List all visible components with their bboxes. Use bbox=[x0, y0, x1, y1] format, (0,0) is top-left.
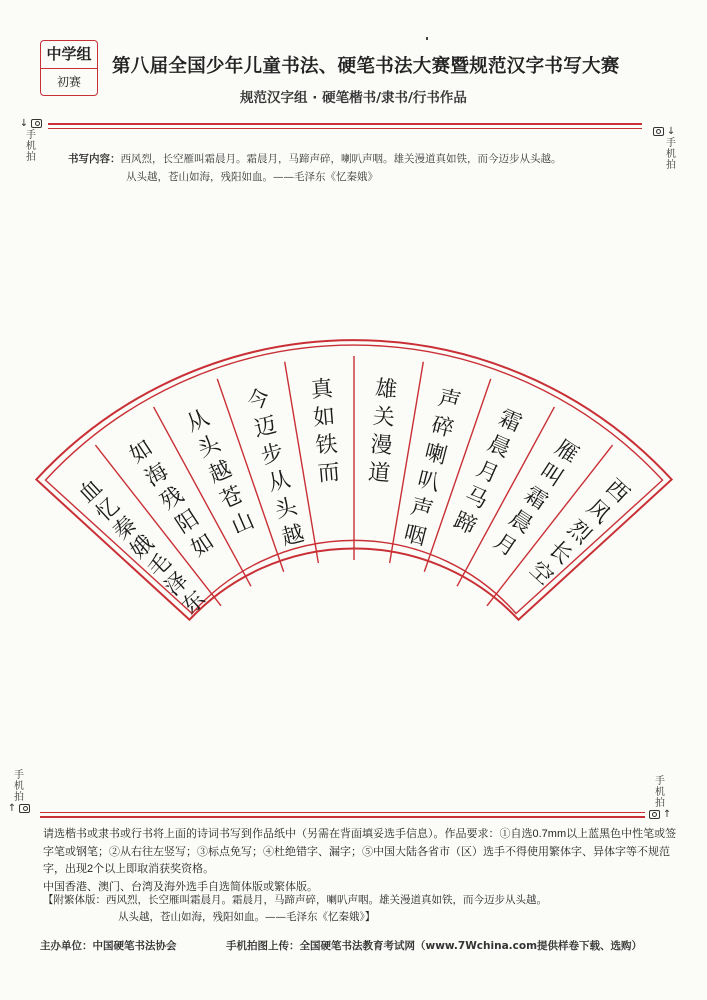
fan-character: 风 bbox=[581, 495, 615, 529]
requirements-text: 请选楷书或隶书或行书将上面的诗词书写到作品纸中（另需在背面填妥选手信息）。作品要求：①自选0.7mm以上蓝黑色中性笔或签字笔或钢笔；②从右往左竖写；③标点免写；④杜绝错字、漏字；⑤中国大陆各省市（区）选手不得使用繁体字、异体字等不规范字，出现2个以上即取消获奖资格。 bbox=[43, 828, 677, 875]
fan-character: 晨 bbox=[483, 431, 514, 463]
arrow-down-icon: ↓ bbox=[666, 126, 676, 137]
fan-character: 霜 bbox=[519, 482, 552, 516]
bottom-rule-thin bbox=[40, 812, 645, 813]
fan-character: 长 bbox=[543, 536, 577, 570]
content-label: 书写内容： bbox=[68, 153, 121, 165]
fan-character: 秦 bbox=[108, 512, 142, 546]
fan-column bbox=[367, 376, 398, 486]
phone-mark-label: 拍 bbox=[666, 159, 676, 171]
footer-upload: 手机拍图上传：全国硬笔书法教育考试网（www.7Wchina.com提供样卷下载、选购） bbox=[226, 940, 643, 952]
requirements bbox=[43, 826, 683, 896]
fan-character: 西 bbox=[600, 474, 634, 509]
footer-organizer: 主办单位：中国硬笔书法协会 bbox=[40, 940, 177, 952]
fan-character: 马 bbox=[461, 482, 492, 515]
fan-character: 关 bbox=[371, 404, 396, 432]
fan-character: 血 bbox=[74, 474, 108, 509]
fan-character: 苍 bbox=[216, 482, 247, 515]
phone-mark-label: 手 bbox=[26, 129, 36, 141]
phone-mark-label: 拍 bbox=[26, 151, 36, 163]
content-line-1: 西风烈，长空雁叫霜晨月。霜晨月，马蹄声碎，喇叭声咽。雄关漫道真如铁，而今迈步从头越。 bbox=[120, 153, 562, 165]
fan-character: 烈 bbox=[562, 515, 596, 550]
fan-character: 越 bbox=[205, 456, 236, 489]
phone-mark-label: 手 bbox=[655, 776, 665, 787]
fan-character: 忆 bbox=[91, 493, 125, 527]
fan-character: 真 bbox=[309, 376, 334, 404]
requirements-hk: 中国香港、澳门、台湾及海外选手自选简体版或繁体版。 bbox=[43, 880, 318, 893]
arrow-up-icon: ↑ bbox=[662, 809, 672, 820]
fan-character: 月 bbox=[488, 529, 522, 563]
fan-character: 喇 bbox=[421, 439, 450, 470]
fan-character: 月 bbox=[472, 456, 503, 489]
fan-character: 而 bbox=[316, 460, 341, 487]
fan-character: 步 bbox=[258, 439, 287, 470]
fan-character: 从 bbox=[265, 467, 294, 497]
fan-character: 雁 bbox=[550, 435, 583, 469]
fan-character: 如 bbox=[312, 404, 337, 432]
fan-character: 如 bbox=[186, 529, 220, 563]
phone-mark-label: 拍 bbox=[655, 798, 665, 809]
phone-mark-label: 拍 bbox=[14, 792, 24, 803]
camera-icon bbox=[649, 810, 660, 819]
fan-character: 毛 bbox=[143, 549, 177, 583]
fan-character: 铁 bbox=[314, 432, 339, 460]
phone-mark-bottom-right bbox=[645, 776, 675, 821]
fan-character: 声 bbox=[435, 385, 464, 416]
fan-character: 残 bbox=[156, 482, 189, 516]
fan-character: 声 bbox=[408, 494, 436, 524]
fan-character: 叭 bbox=[414, 467, 443, 497]
fan-character: 空 bbox=[524, 557, 558, 591]
page-title: 第八届全国少年儿童书法、硬笔书法大赛暨规范汉字书写大赛 bbox=[112, 56, 620, 77]
fan-character: 海 bbox=[140, 458, 173, 492]
fan-column bbox=[310, 376, 342, 487]
arrow-up-icon: ↑ bbox=[7, 803, 17, 814]
phone-mark-label: 机 bbox=[655, 787, 665, 798]
fan-character: 如 bbox=[125, 435, 158, 469]
fan-character: 漫 bbox=[369, 432, 394, 460]
camera-icon bbox=[19, 804, 30, 813]
phone-mark-label: 手 bbox=[666, 137, 676, 149]
traditional-version bbox=[43, 892, 683, 926]
fan-character: 娥 bbox=[125, 530, 160, 564]
group-label: 中学组 bbox=[41, 41, 97, 69]
fan-character: 阳 bbox=[171, 505, 204, 539]
fan-character: 霜 bbox=[494, 405, 526, 438]
fan-character: 东 bbox=[177, 586, 211, 620]
fan-character: 今 bbox=[244, 385, 273, 416]
fan-character: 叫 bbox=[535, 458, 568, 492]
fan-character: 迈 bbox=[251, 412, 280, 443]
page-subtitle: 规范汉字组 · 硬笔楷书/隶书/行书作品 bbox=[240, 90, 467, 106]
fan-character: 山 bbox=[227, 507, 259, 540]
fan-character: 咽 bbox=[401, 521, 429, 551]
phone-mark-label: 机 bbox=[26, 140, 36, 152]
fan-character: 雄 bbox=[374, 376, 399, 404]
phone-mark-label: 机 bbox=[14, 781, 24, 792]
arrow-down-icon: ↓ bbox=[19, 118, 29, 129]
round-label: 初赛 bbox=[56, 75, 81, 89]
traditional-line-1: 【附繁体版：西风烈，长空雁叫霜晨月。霜晨月，马蹄声碎，喇叭声咽。雄关漫道真如铁，而今迈步从头越。 bbox=[43, 894, 547, 906]
fan-character: 晨 bbox=[504, 505, 537, 539]
bottom-rule bbox=[40, 816, 645, 818]
fan-character: 泽 bbox=[160, 567, 194, 602]
content-line-2: 从头越，苍山如海，残阳如血。——毛泽东《忆秦娥》 bbox=[126, 171, 378, 183]
fan-character: 从 bbox=[182, 405, 214, 438]
fan-character: 越 bbox=[279, 521, 307, 551]
fan-character: 头 bbox=[272, 494, 300, 524]
phone-mark-bottom-left bbox=[4, 770, 34, 815]
traditional-line-2: 从头越，苍山如海，残阳如血。——毛泽东《忆秦娥》】 bbox=[118, 911, 376, 923]
fan-character: 碎 bbox=[428, 412, 457, 443]
phone-mark-label: 机 bbox=[666, 148, 676, 160]
phone-mark-label: 手 bbox=[14, 770, 24, 781]
fan-character: 头 bbox=[194, 431, 225, 463]
fan-character: 蹄 bbox=[449, 507, 481, 540]
fan-character: 道 bbox=[367, 460, 392, 487]
